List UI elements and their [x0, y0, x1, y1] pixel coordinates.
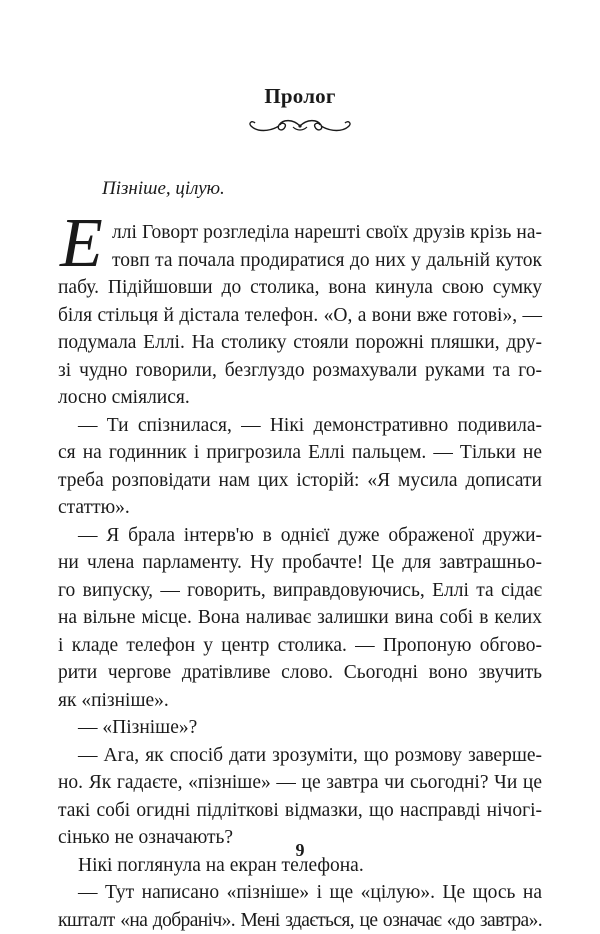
opening-paragraph: [58, 219, 542, 412]
text-line: — «Пізніше»?: [58, 714, 542, 742]
body-text: [58, 219, 542, 934]
text-line: — Я брала інтерв'ю в однієї дуже ображеної дружи-: [58, 522, 542, 550]
text-line: на вільне місце. Вона наливає залишки вина собі в келих: [58, 604, 542, 632]
epigraph: Пізніше, цілую.: [102, 178, 225, 200]
text-line: Нікі поглянула на екран телефона.: [58, 852, 542, 880]
text-line: — Ага, як спосіб дати зрозуміти, що розмову заверше-: [58, 742, 542, 770]
text-line: зі чудно говорили, безглуздо розмахували руками та го-: [58, 357, 542, 385]
text-line: статтю».: [58, 494, 542, 522]
text-line: як «пізніше».: [58, 687, 542, 715]
text-line: сінько не означають?: [58, 824, 542, 852]
text-line: кшталт «на добраніч». Мені здається, це означає «до завтра».: [58, 907, 542, 934]
text-line: но. Як гадаєте, «пізніше» — це завтра чи сьогодні? Чи це: [58, 769, 542, 797]
drop-cap: Е: [60, 209, 103, 279]
scroll-flourish-icon: [243, 116, 357, 136]
text-line: і кладе телефон у центр столика. — Пропоную обгово-: [58, 632, 542, 660]
text-line: рити чергове дратівливе слово. Сьогодні воно звучить: [58, 659, 542, 687]
text-line: подумала Еллі. На столику стояли порожні пляшки, дру-: [58, 329, 542, 357]
text-line: — Ти спізнилася, — Нікі демонстративно подивила-: [58, 412, 542, 440]
text-line: треба розповідати нам цих історій: «Я мусила дописати: [58, 467, 542, 495]
text-line: ни члена парламенту. Ну пробачте! Це для завтрашньо-: [58, 549, 542, 577]
text-line: — Тут написано «пізніше» і ще «цілую». Це щось на: [58, 879, 542, 907]
text-line: товп та почала продиратися до них у дальній куток: [58, 247, 542, 275]
text-line: біля стільця й дістала телефон. «О, а вони вже готові», —: [58, 302, 542, 330]
text-line: такі собі огидні підліткові відмазки, що насправді нічогі-: [58, 797, 542, 825]
text-line: пабу. Підійшовши до столика, вона кинула свою сумку: [58, 274, 542, 302]
text-line: лосно сміялися.: [58, 384, 542, 412]
text-line: ся на годинник і пригрозила Еллі пальцем. — Тільки не: [58, 439, 542, 467]
page-number: 9: [0, 840, 600, 861]
text-line: ллі Говорт розгледіла нарешті своїх друзів крізь на-: [58, 219, 542, 247]
chapter-title: Пролог: [0, 84, 600, 109]
text-line: го випуску, — говорить, виправдовуючись, Еллі та сідає: [58, 577, 542, 605]
